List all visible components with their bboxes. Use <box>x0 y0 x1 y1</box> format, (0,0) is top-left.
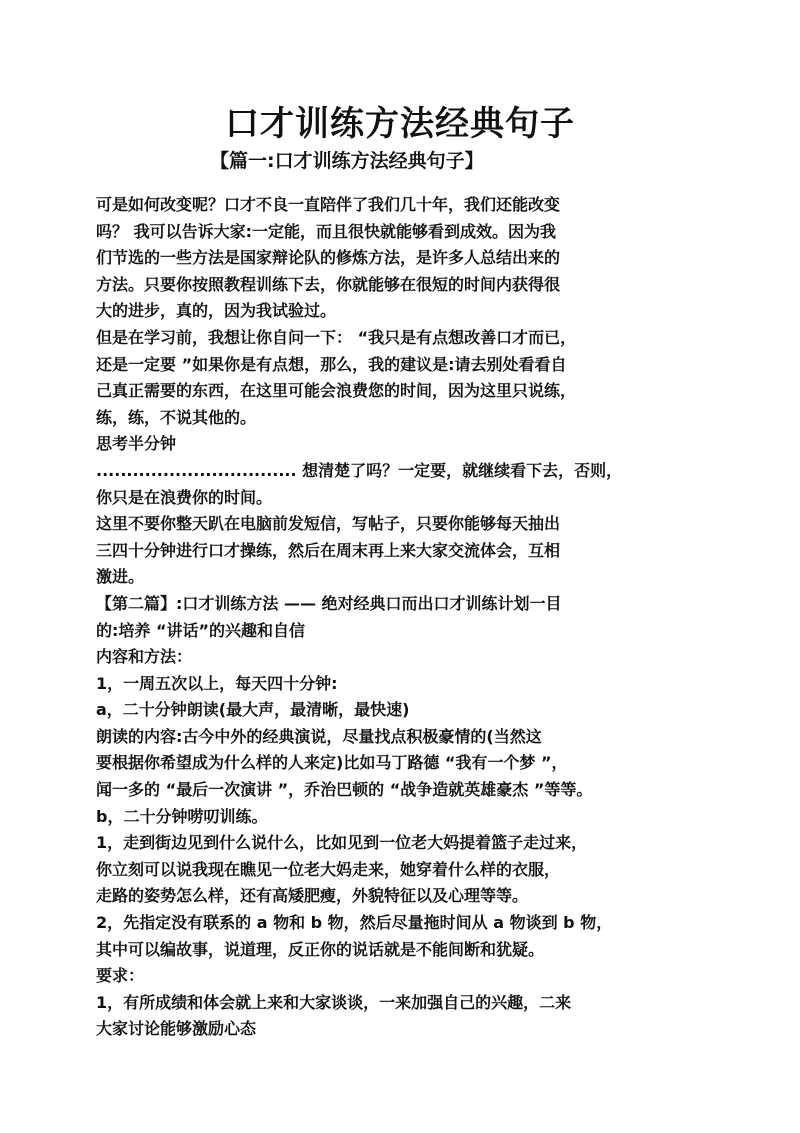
body-line: 三四十分钟进行口才操练，然后在周末再上来大家交流体会，互相 <box>96 540 561 560</box>
body-line: 还是一定要 ”如果你是有点想，那么，我的建议是:请去别处看看自 <box>96 354 567 374</box>
body-line: 1，走到街边见到什么说什么，比如见到一位老大妈提着篮子走过来， <box>96 833 588 853</box>
body-line: 大家讨论能够激励心态 <box>96 1019 257 1039</box>
body-line: 你立刻可以说我现在瞧见一位老大妈走来，她穿着什么样的衣服， <box>96 859 561 879</box>
body-line: b，二十分钟唠叨训练。 <box>96 806 268 826</box>
body-line: 思考半分钟 <box>96 434 177 454</box>
body-line: 【第二篇】:口才训练方法 —— 绝对经典口而出口才训练计划一目 <box>96 593 562 613</box>
body-line: 己真正需要的东西，在这里可能会浪费您的时间，因为这里只说练， <box>96 381 577 401</box>
document-title: 口才训练方法经典句子 <box>225 104 575 144</box>
body-line: a，二十分钟朗读(最大声，最清晰，最快速) <box>96 700 410 720</box>
body-line: 方法。只要你按照教程训练下去，你就能够在很短的时间内获得很 <box>96 274 561 294</box>
body-line: 大的进步，真的，因为我试验过。 <box>96 301 337 321</box>
body-line: 这里不要你整天趴在电脑前发短信，写帖子，只要你能够每天抽出 <box>96 514 561 534</box>
body-line: 激进。 <box>96 567 145 587</box>
body-line: 走路的姿势怎么样，还有高矮肥瘦，外貌特征以及心理等等。 <box>96 886 529 906</box>
body-line: 但是在学习前，我想让你自问一下： “我只是有点想改善口才而已， <box>96 327 577 347</box>
body-line: 练，练，不说其他的。 <box>96 407 257 427</box>
body-line: 1，一周五次以上，每天四十分钟: <box>96 673 338 693</box>
body-line: 吗？ 我可以告诉大家:一定能，而且很快就能够看到成效。因为我 <box>96 221 556 241</box>
body-line: 2，先指定没有联系的 a 物和 b 物，然后尽量拖时间从 a 物谈到 b 物， <box>96 913 613 933</box>
body-line: 其中可以编故事，说道理，反正你的说话就是不能间断和犹疑。 <box>96 939 545 959</box>
body-line: 可是如何改变呢？口才不良一直陪伴了我们几十年，我们还能改变 <box>96 195 561 214</box>
body-line: 你只是在浪费你的时间。 <box>96 487 273 507</box>
body-line: ................................. 想清楚了吗？一定要，就继续看下去，否则， <box>96 460 623 480</box>
body-line: 要根据你希望成为什么样的人来定)比如马丁路德 “我有一个梦 ”， <box>96 753 568 773</box>
body-line: 闻一多的 “最后一次演讲 ”，乔治巴顿的 “战争造就英雄豪杰 ”等等。 <box>96 780 593 800</box>
document-subtitle: 【篇一:口才训练方法经典句子】 <box>210 150 484 172</box>
body-line: 们节选的一些方法是国家辩论队的修炼方法，是许多人总结出来的 <box>96 248 561 268</box>
body-line: 1，有所成绩和体会就上来和大家谈谈，一来加强自己的兴趣，二来 <box>96 992 572 1012</box>
body-line: 朗读的内容:古今中外的经典演说，尽量找点积极豪情的(当然这 <box>96 726 542 746</box>
body-line: 内容和方法： <box>96 647 193 667</box>
body-line: 的:培养 “讲话”的兴趣和自信 <box>96 620 306 640</box>
body-line: 要求： <box>96 966 145 986</box>
document-body <box>96 192 716 1043</box>
